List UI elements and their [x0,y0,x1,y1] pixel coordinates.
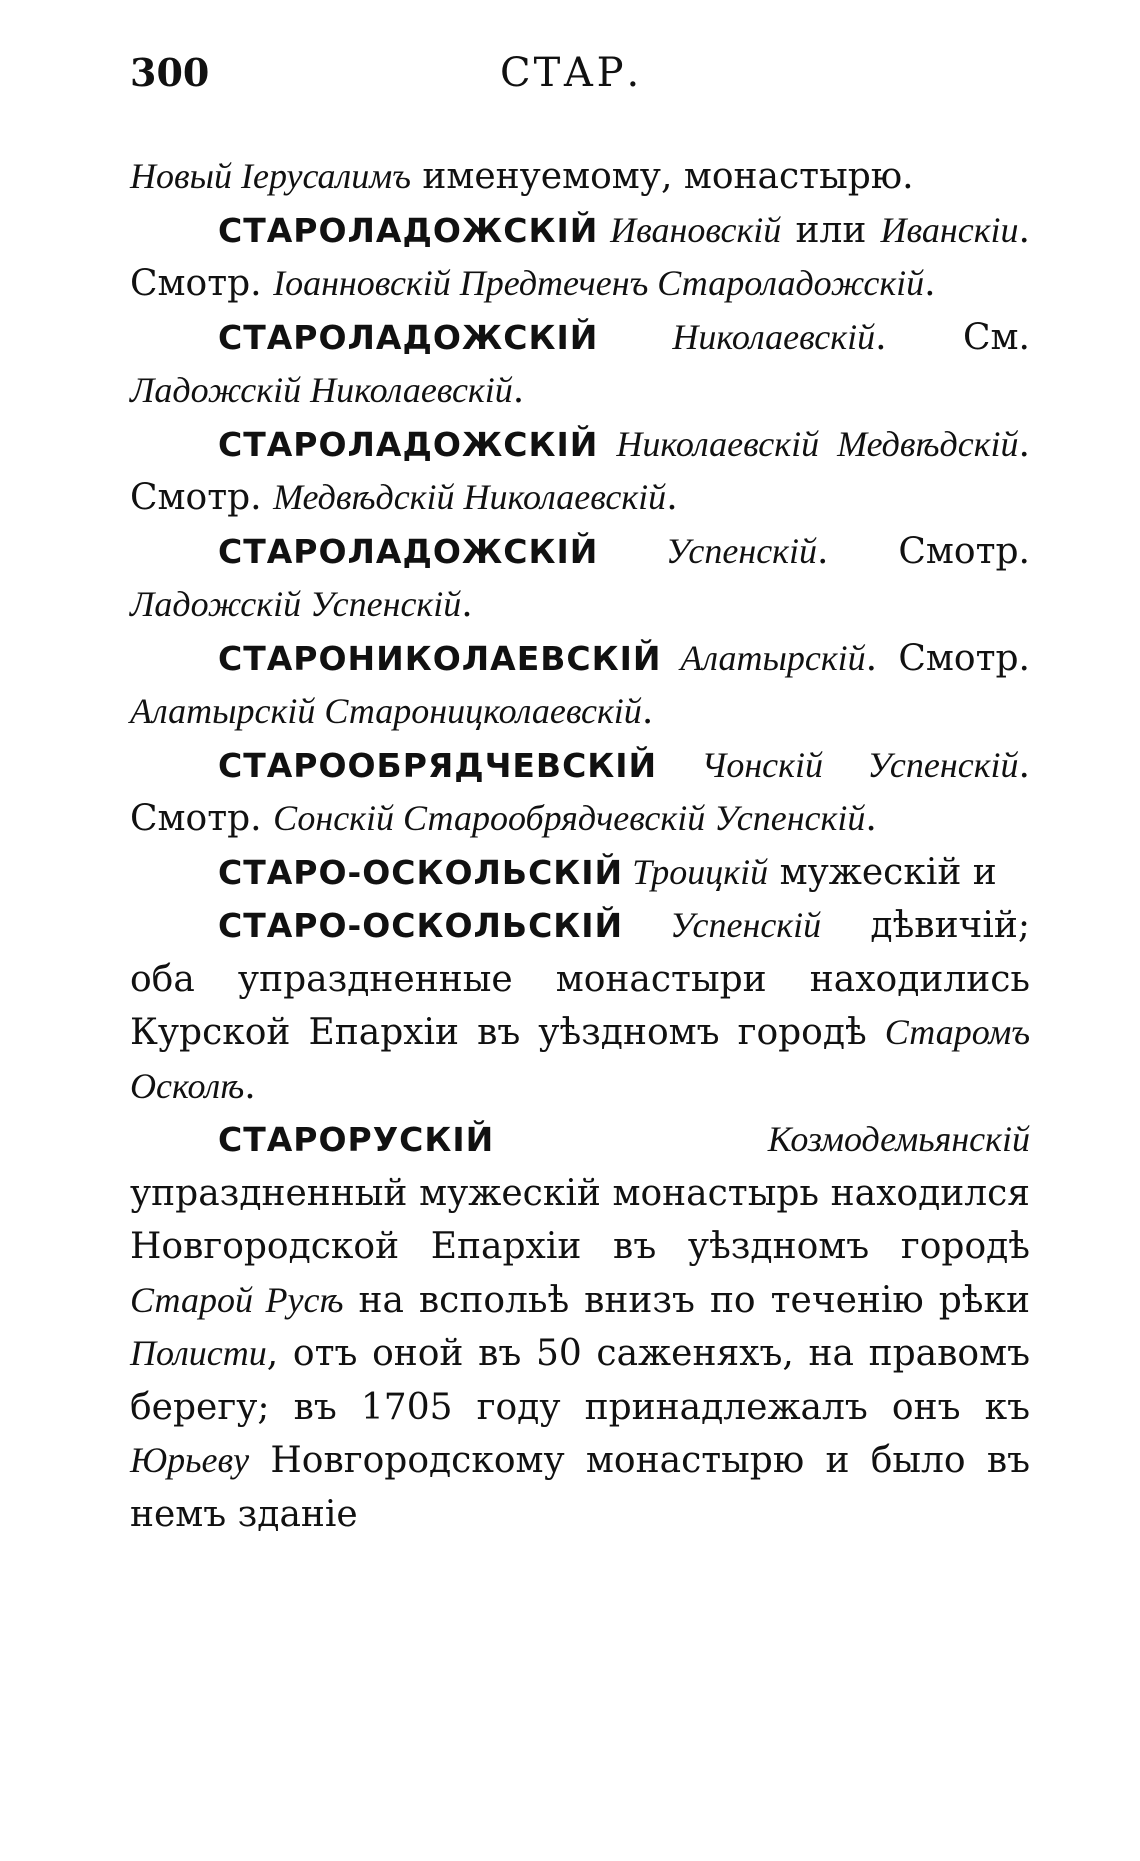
text-segment: . [244,1065,256,1107]
text-segment: Успенскiй [623,905,822,945]
text-segment: Юрьеву [130,1440,250,1480]
entry-staroladozhsky-ivanovsky [130,204,1030,311]
text-segment: упраздненный мужескiй монастырь находился Новгородской Епархiи въ уѣздномъ городѣ [130,1172,1030,1267]
text-segment: Успенскiй [598,530,818,571]
entry-heading: СТАРОЛАДОЖСКIЙ [218,317,599,357]
entry-heading: СТАРОРУСКIЙ [218,1120,495,1159]
text-segment: Ладожскiй Николаевскiй [130,370,513,410]
text-segment: . [666,477,678,518]
text-segment: Троицкiй [623,851,769,892]
page [130,40,1030,1541]
paragraph-0 [130,150,1030,204]
entry-heading: СТАРОЛАДОЖСКIЙ [218,424,599,464]
text-segment: дѣвичiй; оба упраздненные монастыри находились Курской Епархiи въ уѣздномъ городѣ [130,905,1030,1053]
entry-staro-oskolsky-troitsky [130,846,1030,900]
text-segment: Ладожскiй Успенскiй [130,584,462,624]
entry-heading: СТАРОЛАДОЖСКIЙ [218,531,599,571]
text-segment: Старомъ Осколѣ [130,1012,1030,1106]
body-text [130,150,1030,1541]
entry-staronikolaevsky [130,632,1030,739]
text-segment: . См. [875,316,1030,358]
text-segment: Медвѣдскiй Николаевскiй [273,477,667,517]
entry-heading: СТАРОНИКОЛАЕВСКIЙ [218,638,662,678]
entry-heading: СТАРООБРЯДЧЕВСКIЙ [218,745,658,785]
text-segment: . Смотр. [130,209,1030,304]
text-segment: Николаевскiй Медвѣдскiй [598,423,1019,464]
text-segment: Ивановскiй [598,209,782,250]
text-segment: Новгородскому монастырю и было въ немъ зданiе [130,1440,1030,1535]
entry-staroladozhsky-medvedsky [130,418,1030,525]
text-segment: . Смотр. [865,637,1031,679]
text-segment: Сонскiй Старообрядчевскiй Успенскiй [273,798,866,838]
text-segment: Козмодемьянскiй [494,1119,1030,1159]
entry-staroladozhsky-uspensky [130,525,1030,632]
text-segment: Старой Русѣ [130,1279,344,1320]
running-head: СТАР. [500,50,643,96]
text-segment: . [924,263,936,304]
text-segment: . [865,798,877,839]
text-segment: Николаевскiй [598,316,876,357]
text-segment: . [512,370,525,411]
text-segment: на вспольѣ внизъ по теченiю рѣки [343,1279,1031,1321]
entry-heading: СТАРОЛАДОЖСКIЙ [218,210,599,250]
entry-staroladozhsky-nikolaevsky [130,311,1030,418]
text-segment: Алатырскiй Староницколаевскiй [130,691,642,731]
text-segment: именуемому, монастырю. [410,156,914,197]
entry-starorusky [130,1113,1030,1541]
page-header [130,40,1030,110]
entry-staroobryadchevsky [130,739,1030,846]
entry-staro-oskolsky-uspensky [130,899,1030,1113]
text-segment: или [781,209,881,251]
page-number: 300 [130,50,210,95]
text-segment: . Смотр. [130,744,1030,839]
text-segment: . [461,584,473,625]
text-segment: Чонскiй Успенскiй [657,744,1019,785]
text-segment: , отъ оной въ 50 саженяхъ, на правомъ берегу; въ 1705 году принадлежалъ онъ къ [130,1333,1030,1428]
text-segment: . Смотр. [817,530,1031,572]
text-segment: Иванскiи [880,209,1019,250]
text-segment: Алатырскiй [661,637,866,678]
text-segment: мужескiй и [768,851,997,893]
text-segment: Iоанновскiй Предтеченъ Староладожскiй [273,263,925,303]
entry-heading: СТАРО-ОСКОЛЬСКIЙ [218,906,624,945]
text-segment: Новый Iерусалимъ [130,156,411,196]
entry-heading: СТАРО-ОСКОЛЬСКIЙ [218,852,624,892]
text-segment: Полисти [130,1333,267,1373]
text-segment: . [641,691,654,732]
text-segment: . Смотр. [130,423,1030,518]
